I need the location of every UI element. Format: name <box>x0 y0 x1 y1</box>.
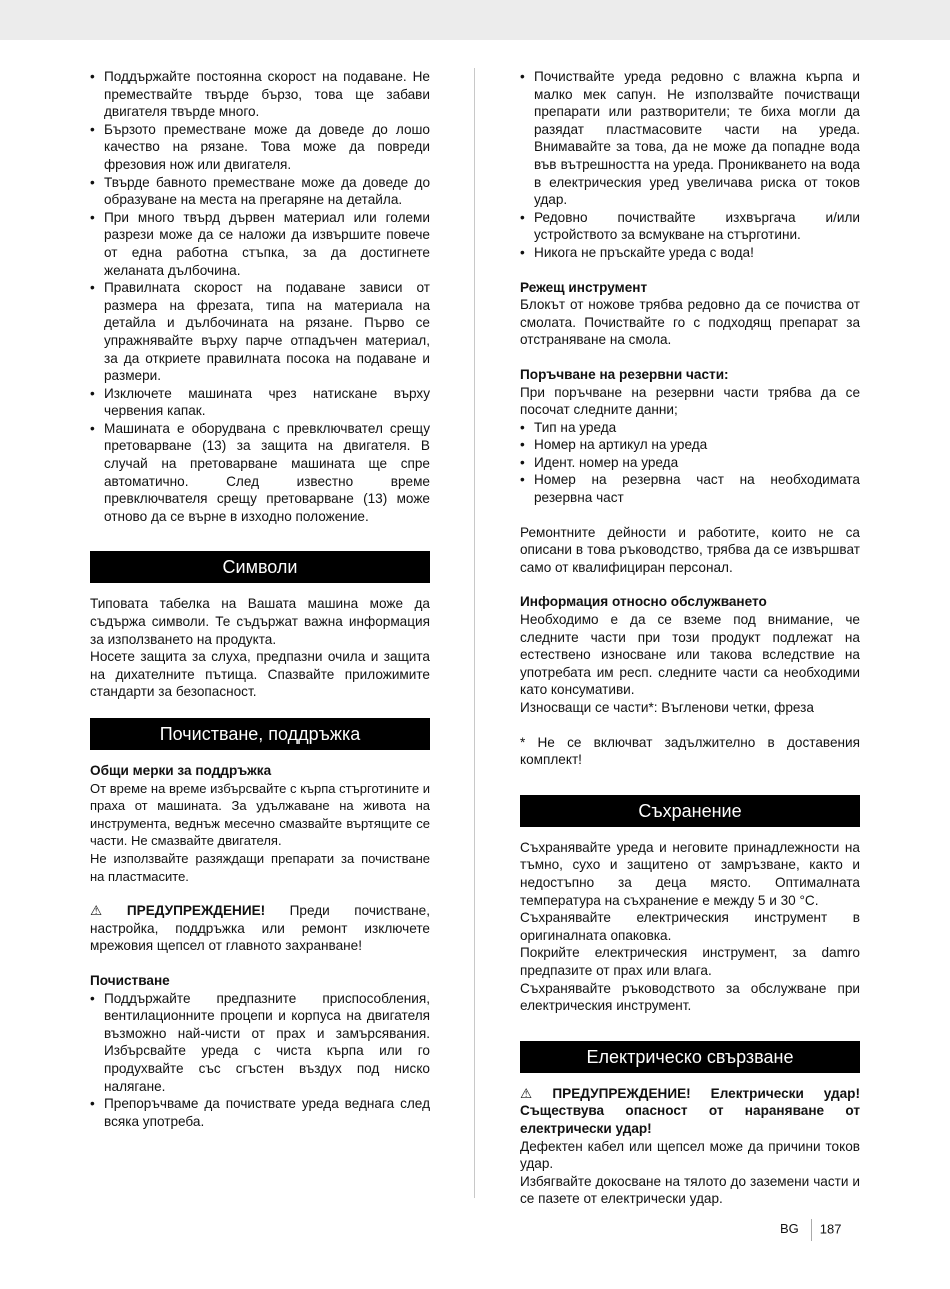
list-item: • Тип на уреда <box>520 419 860 437</box>
list-item: • При много твърд дървен материал или големи разрези може да се наложи да извършите повече от една работна стъпка, за да достигнете желаната дълбочина. <box>90 209 430 279</box>
symbols-paragraph: Носете защита за слуха, предпазни очила и защита на дихателните пътища. Спазвайте приложимите стандарти за безопасност. <box>90 649 430 700</box>
symbols-paragraph: Типовата табелка на Вашата машина може да съдържа символи. Те съдържат важна информация за използването на продукта. <box>90 596 430 647</box>
cleaning-title: Почистване <box>90 972 170 988</box>
spare-parts-title: Поръчване на резервни части: <box>520 366 729 382</box>
spare-parts-list <box>520 419 860 507</box>
footer-separator <box>811 1219 812 1241</box>
list-item: • Изключете машината чрез натискане върху червения капак. <box>90 385 430 420</box>
cleaning-list <box>90 990 430 1131</box>
storage-paragraph: Покрийте електрическия инструмент, за damro предпазите от прах или влага. <box>520 945 860 978</box>
cleaning-heading: Почистване, поддръжка <box>90 718 430 750</box>
warning-icon: ⚠ <box>90 903 123 919</box>
list-item: • Номер на артикул на уреда <box>520 436 860 454</box>
warning-text: Преди почистване, настройка, поддръжка или ремонт изключете мрежовия щепсел от главното захранване! <box>90 903 431 954</box>
list-item: • Почиствайте уреда редовно с влажна кърпа и малко мек сапун. Не използвайте почистващи препарати или разтворители; те биха могли да разядат пластмасовите части на уреда. Внимавайте за това, да не може да попадне вода във вътрешността на уреда. Проникването на вода в електрическия уред увеличава риска от токов удар. <box>520 68 860 209</box>
cutting-tool-text: Блокът от ножове трябва редовно да се почиства от смолата. Почиствайте го с подходящ препарат за отстраняване на смола. <box>520 297 860 348</box>
language-code: BG <box>780 1221 799 1237</box>
spare-parts-intro: При поръчване на резервни части трябва да се посочат следните данни; <box>520 384 860 418</box>
cleaning-tips-list <box>520 68 860 262</box>
list-item: • Поддържайте постоянна скорост на подаване. Не премествайте твърде бързо, това ще забави двигателя твърде много. <box>90 68 430 121</box>
list-item: • Никога не пръскайте уреда с вода! <box>520 244 860 262</box>
top-bar <box>0 0 950 40</box>
footnote: * Не се включват задължително в доставения комплект! <box>520 734 860 768</box>
electrical-paragraph: Дефектен кабел или щепсел може да причини токов удар. <box>520 1138 860 1172</box>
page-number: 187 <box>819 1221 842 1237</box>
list-item: • Идент. номер на уреда <box>520 454 860 472</box>
storage-heading: Съхранение <box>520 795 860 827</box>
service-info-title: Информация относно обслужването <box>520 594 767 610</box>
list-item: • Твърде бавното преместване може да доведе до образуване на места на прегаряне на детайла. <box>90 174 430 209</box>
warning-icon: ⚠ <box>520 1085 549 1101</box>
right-column <box>520 68 860 1208</box>
electrical-warning-text: ПРЕДУПРЕЖДЕНИЕ! Електрически удар! Съществува опасност от нараняване от електрически удар! <box>520 1085 861 1136</box>
left-column <box>90 68 430 1130</box>
page-footer <box>780 1219 842 1241</box>
electrical-paragraph: Избягвайте докосване на тялото до заземени части и се пазете от електрически удар. <box>520 1173 860 1207</box>
service-info-text: Необходимо е да се вземе под внимание, че следните части при този продукт подлежат на естествено износване или такова вследствие на употребата им респ. следните части са необходими като консумативи. <box>520 612 860 698</box>
list-item: • Номер на резервна част на необходимата резервна част <box>520 471 860 506</box>
symbols-heading: Символи <box>90 551 430 583</box>
repairs-paragraph: Ремонтните дейности и работите, които не са описани в това ръководство, трябва да се извършват само от квалифициран персонал. <box>520 524 860 575</box>
electrical-warning <box>520 1085 860 1138</box>
general-maintenance-text: Не използвайте разяждащи препарати за почистване на пластмасите. <box>90 850 430 884</box>
cutting-tool-title: Режещ инструмент <box>520 279 648 295</box>
list-item: • Препоръчваме да почиствате уреда веднага след всяка употреба. <box>90 1095 430 1130</box>
storage-paragraph: Съхранявайте електрическия инструмент в оригиналната опаковка. <box>520 910 860 943</box>
warning-paragraph <box>90 902 430 955</box>
list-item: • Поддържайте предпазните приспособления, вентилационните процепи и корпуса на двигателя възможно най-чисти от прах и замърсявания. Избърсвайте уреда с чиста кърпа или го продухвайте със сгъстен въздух под ниско налягане. <box>90 990 430 1096</box>
wear-parts-text: Износващи се части*: Въгленови четки, фреза <box>520 700 814 715</box>
list-item: • Машината е оборудвана с превключвател срещу претоварване (13) за защита на двигателя. В случай на претоварване машината ще спре автоматично. След известно време превключвателя срещу претоварване (13) може отново да се върне в изходно положение. <box>90 420 430 526</box>
general-maintenance-title: Общи мерки за поддръжка <box>90 763 272 778</box>
storage-paragraph: Съхранявайте уреда и неговите принадлежности на тъмно, сухо и защитено от замръзване, както и недостъпно за деца място. Оптималната температура на съхранение е между 5 и 30 °C. <box>520 839 860 908</box>
feed-tips-list <box>90 68 430 525</box>
general-maintenance-text: От време на време избърсвайте с кърпа стърготините и праха от машината. За удължаване на живота на инструмента, веднъж месечно смазвайте въртящите се части. Не смазвайте двигателя. <box>90 780 430 849</box>
list-item: • Бързото преместване може да доведе до лошо качество на рязане. Това може да повреди фрезовия нож или двигателя. <box>90 121 430 174</box>
list-item: • Правилната скорост на подаване зависи от размера на фрезата, типа на материала на детайла и дълбочината на рязане. Първо се упражнявайте върху парче отпадъчен материал, за да откриете правилната посока на подаване и размери. <box>90 279 430 385</box>
storage-paragraph: Съхранявайте ръководството за обслужване при електрическия инструмент. <box>520 980 860 1014</box>
list-item: • Редовно почиствайте изхвъргача и/или устройството за всмукване на стърготини. <box>520 209 860 244</box>
warning-label: ПРЕДУПРЕЖДЕНИЕ! <box>126 903 266 919</box>
column-divider <box>474 68 475 1198</box>
electrical-heading: Електрическо свързване <box>520 1041 860 1073</box>
